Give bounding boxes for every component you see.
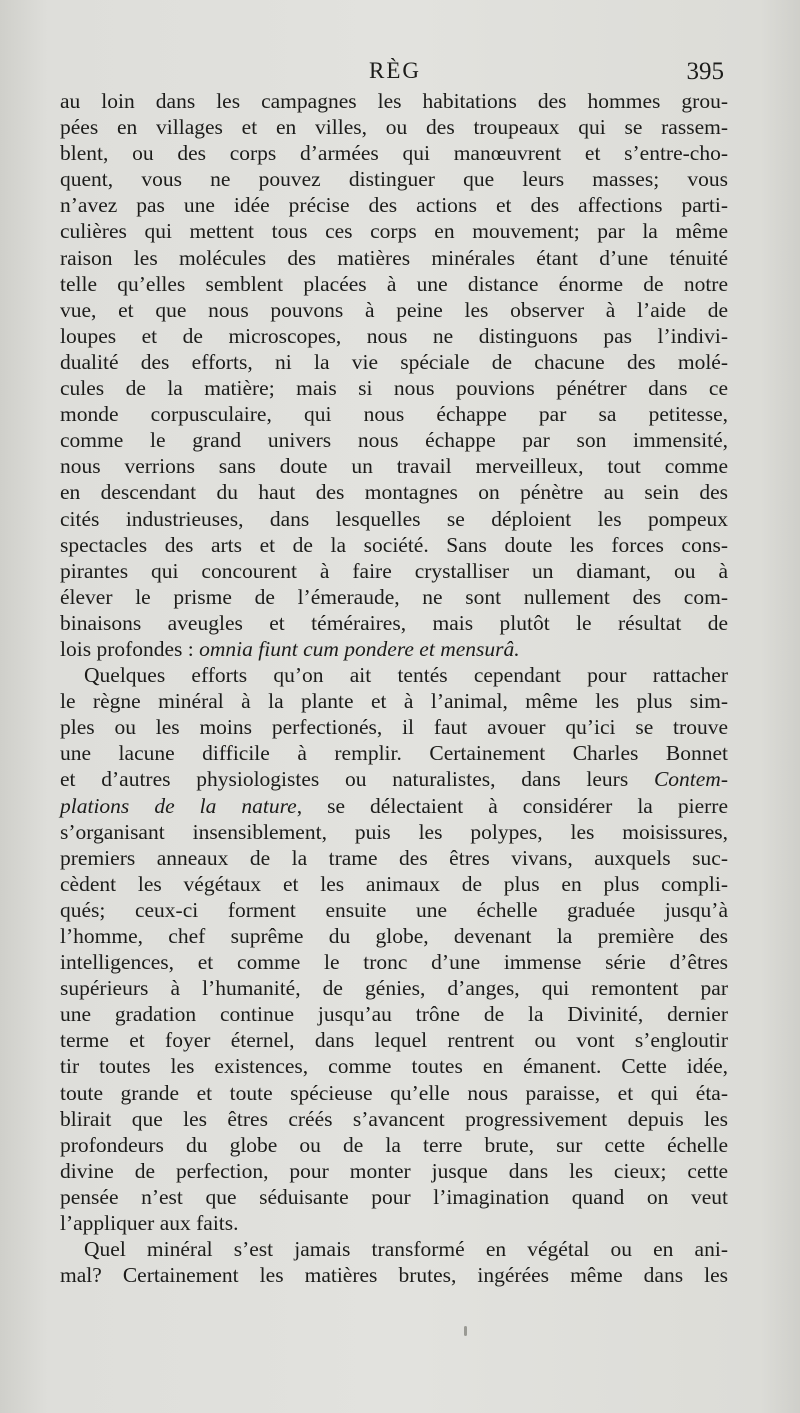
latin-quotation: omnia fiunt cum pondere et mensurâ. [199,636,520,661]
text-line: spectacles des arts et de la société. Sans doute les forces cons- [60,532,728,557]
text-line: Quel minéral s’est jamais transformé en végétal ou en ani- [84,1237,728,1262]
text-line: raison les molécules des matières minérales étant d’une ténuité [60,245,728,270]
text-line: élever le prisme de l’émeraude, ne sont nullement des com- [60,584,728,609]
text-line: le règne minéral à la plante et à l’animal, même les plus sim- [60,689,728,714]
text-line: quent, vous ne pouvez distinguer que leurs masses; vous [60,167,728,192]
text-line: premiers anneaux de la trame des êtres vivans, auxquels suc- [60,845,728,870]
text-line: monde corpusculaire, qui nous échappe par sa petitesse, [60,402,728,427]
text-line: en descendant du haut des montagnes on pénètre au sein des [60,480,728,505]
text-line: toute grande et toute spécieuse qu’elle nous paraisse, et qui éta- [60,1080,728,1105]
text-line: n’avez pas une idée précise des actions et des affections parti- [60,193,728,218]
text-line: tir toutes les existences, comme toutes en émanent. Cette idée, [60,1054,728,1079]
ink-mark [464,1326,467,1336]
text-segment: lois profondes : [60,636,200,661]
text-line: au loin dans les campagnes les habitations des hommes grou- [60,89,728,113]
text-line: une gradation continue jusqu’au trône de la Divinité, dernier [60,1002,728,1027]
text-line [60,793,728,819]
text-line: une lacune difficile à remplir. Certainement Charles Bonnet [60,741,728,766]
text-line: l’appliquer aux faits. [60,1211,239,1236]
text-line: binaisons aveugles et téméraires, mais plutôt le résultat de [60,610,728,635]
text-line: nous verrions sans doute un travail merveilleux, tout comme [60,454,728,479]
text-line: pées en villages et en villes, ou des troupeaux qui se rassem- [60,115,728,140]
text-line: Quelques efforts qu’on ait tentés cependant pour rattacher [84,663,728,688]
text-line: cules de la matière; mais si nous pouvions pénétrer dans ce [60,376,728,401]
text-line: intelligences, et comme le tronc d’une immense série d’êtres [60,950,728,975]
book-title-part: plations de la nature [60,793,297,818]
body-text [60,88,728,1288]
text-line: comme le grand univers nous échappe par son immensité, [60,428,728,453]
text-line: qués; ceux-ci forment ensuite une échelle graduée jusqu’à [60,897,728,922]
text-line: culières qui mettent tous ces corps en mouvement; par la même [60,219,728,244]
text-line: divine de perfection, pour monter jusque dans les cieux; cette [60,1158,728,1183]
text-line: terme et foyer éternel, dans lequel rentrent ou vont s’engloutir [60,1028,728,1053]
text-segment: et d’autres physiologistes ou naturalistes, dans leurs [60,767,654,792]
text-line: blent, ou des corps d’armées qui manœuvrent et s’entre-cho- [60,141,728,166]
text-line: pensée n’est que séduisante pour l’imagination quand on veut [60,1184,728,1209]
text-line [60,766,728,792]
running-head: RÈG [369,58,421,83]
text-line: mal? Certainement les matières brutes, ingérées même dans les [60,1263,728,1288]
text-line: telle qu’elles semblent placées à une distance énorme de notre [60,271,728,296]
text-line: blirait que les êtres créés s’avancent progressivement depuis les [60,1106,728,1131]
text-line: s’organisant insensiblement, puis les polypes, les moisissures, [60,819,728,844]
text-line: vue, et que nous pouvons à peine les observer à l’aide de [60,297,728,322]
text-line: dualité des efforts, ni la vie spéciale de chacune des molé- [60,349,728,374]
text-line: loupes et de microscopes, nous ne distinguons pas l’indivi- [60,323,728,348]
text-line: profondeurs du globe ou de la terre brute, sur cette échelle [60,1132,728,1157]
text-line: pirantes qui concourent à faire crystalliser un diamant, ou à [60,558,728,583]
text-line: ples ou les moins perfectionés, il faut avouer qu’ici se trouve [60,715,728,740]
page-header [60,58,730,92]
page-number: 395 [686,58,724,85]
text-line: cités industrieuses, dans lesquelles se déploient les pompeux [60,506,728,531]
text-segment: , se délectaient à considérer la pierre [296,793,728,818]
text-line: l’homme, chef suprême du globe, devenant la première des [60,924,728,948]
text-line: supérieurs à l’humanité, de génies, d’anges, qui remontent par [60,976,728,1001]
book-title-part: Contem- [653,767,728,792]
text-line: cèdent les végétaux et les animaux de plus en plus compli- [60,871,728,896]
text-line [60,636,728,662]
